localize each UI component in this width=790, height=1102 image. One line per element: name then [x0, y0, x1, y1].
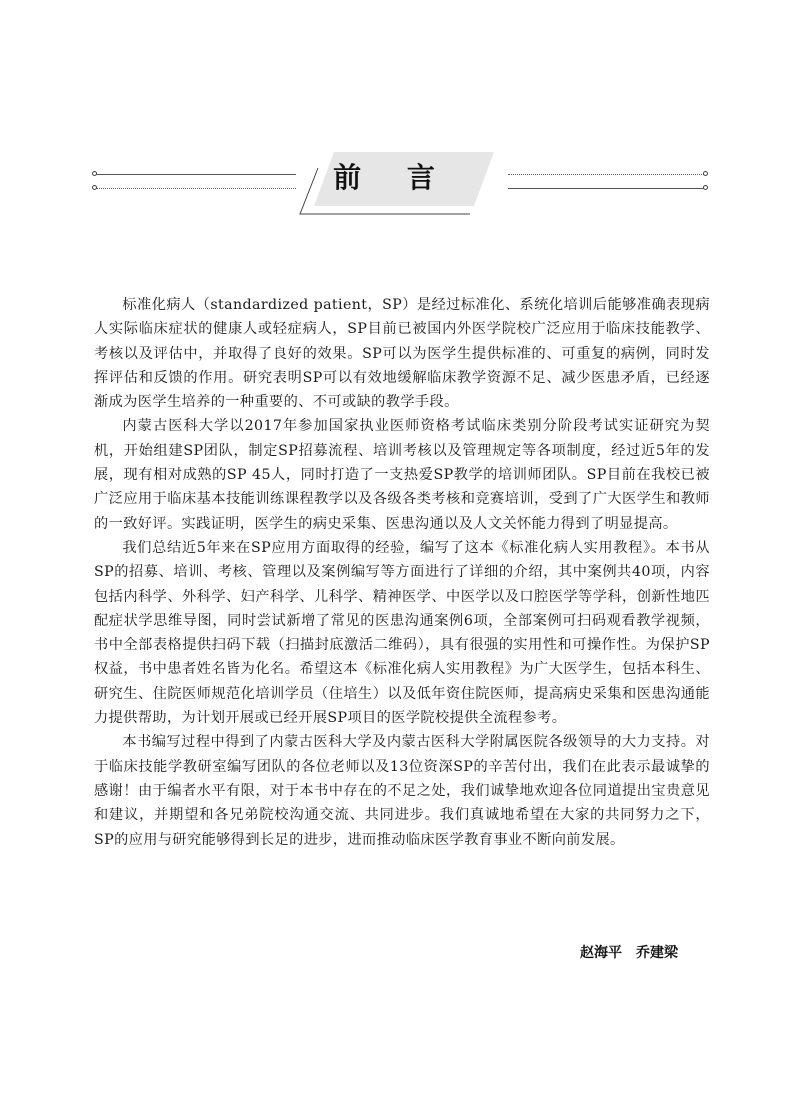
- paragraph-2: 内蒙古医科大学以2017年参加国家执业医师资格考试临床类别分阶段考试实证研究为契机，开始组建SP团队，制定SP招募流程、培训考核以及管理规定等各项制度，经过近5年的发展，现有相对成熟的SP 45人，同时打造了一支热爱SP教学的培训师团队。SP目前在我校已被广泛应用于临床基本技能训练课程教学以及各级各类考核和竞赛培训，受到了广大医学生和教师的一致好评。实践证明，医学生的病史采集、医患沟通以及人文关怀能力得到了明显提高。: [94, 418, 710, 532]
- paragraph-1: 标准化病人（standardized patient，SP）是经过标准化、系统化培训后能够准确表现病人实际临床症状的健康人或轻症病人，SP目前已被国内外医学院校广泛应用于临床技能教学、考核以及评估中，并取得了良好的效果。SP可以为医学生提供标准的、可重复的病例，同时发挥评估和反馈的作用。研究表明SP可以有效地缓解临床教学资源不足、减少医患矛盾，已经逐渐成为医学生培养的一种重要的、不可或缺的教学手段。: [94, 297, 710, 411]
- author-signature: 赵海平 乔建梁: [580, 945, 678, 961]
- preface-body: [94, 293, 710, 852]
- preface-header: [0, 148, 790, 220]
- paragraph-4: 本书编写过程中得到了内蒙古医科大学及内蒙古医科大学附属医院各级领导的大力支持。对于临床技能学教研室编写团队的各位老师以及13位资深SP的辛苦付出，我们在此表示最诚挚的感谢！由于编者水平有限，对于本书中存在的不足之处，我们诚挚地欢迎各位同道提出宝贵意见和建议，并期望和各兄弟院校沟通交流、共同进步。我们真诚地希望在大家的共同努力之下，SP的应用与研究能够得到长足的进步，进而推动临床医学教育事业不断向前发展。: [94, 734, 710, 848]
- page-title: 前 言: [333, 161, 453, 194]
- paragraph-3: 我们总结近5年来在SP应用方面取得的经验，编写了这本《标准化病人实用教程》。本书从SP的招募、培训、考核、管理以及案例编写等方面进行了详细的介绍，其中案例共40项，内容包括内科学、外科学、妇产科学、儿科学、精神医学、中医学以及口腔医学等学科，创新性地匹配症状学思维导图，同时尝试新增了常见的医患沟通案例6项，全部案例可扫码观看教学视频，书中全部表格提供扫码下载（扫描封底激活二维码），具有很强的实用性和可操作性。为保护SP权益，书中患者姓名皆为化名。希望这本《标准化病人实用教程》为广大医学生，包括本科生、研究生、住院医师规范化培训学员（住培生）以及低年资住院医师，提高病史采集和医患沟通能力提供帮助，为计划开展或已经开展SP项目的医学院校提供全流程参考。: [94, 539, 710, 727]
